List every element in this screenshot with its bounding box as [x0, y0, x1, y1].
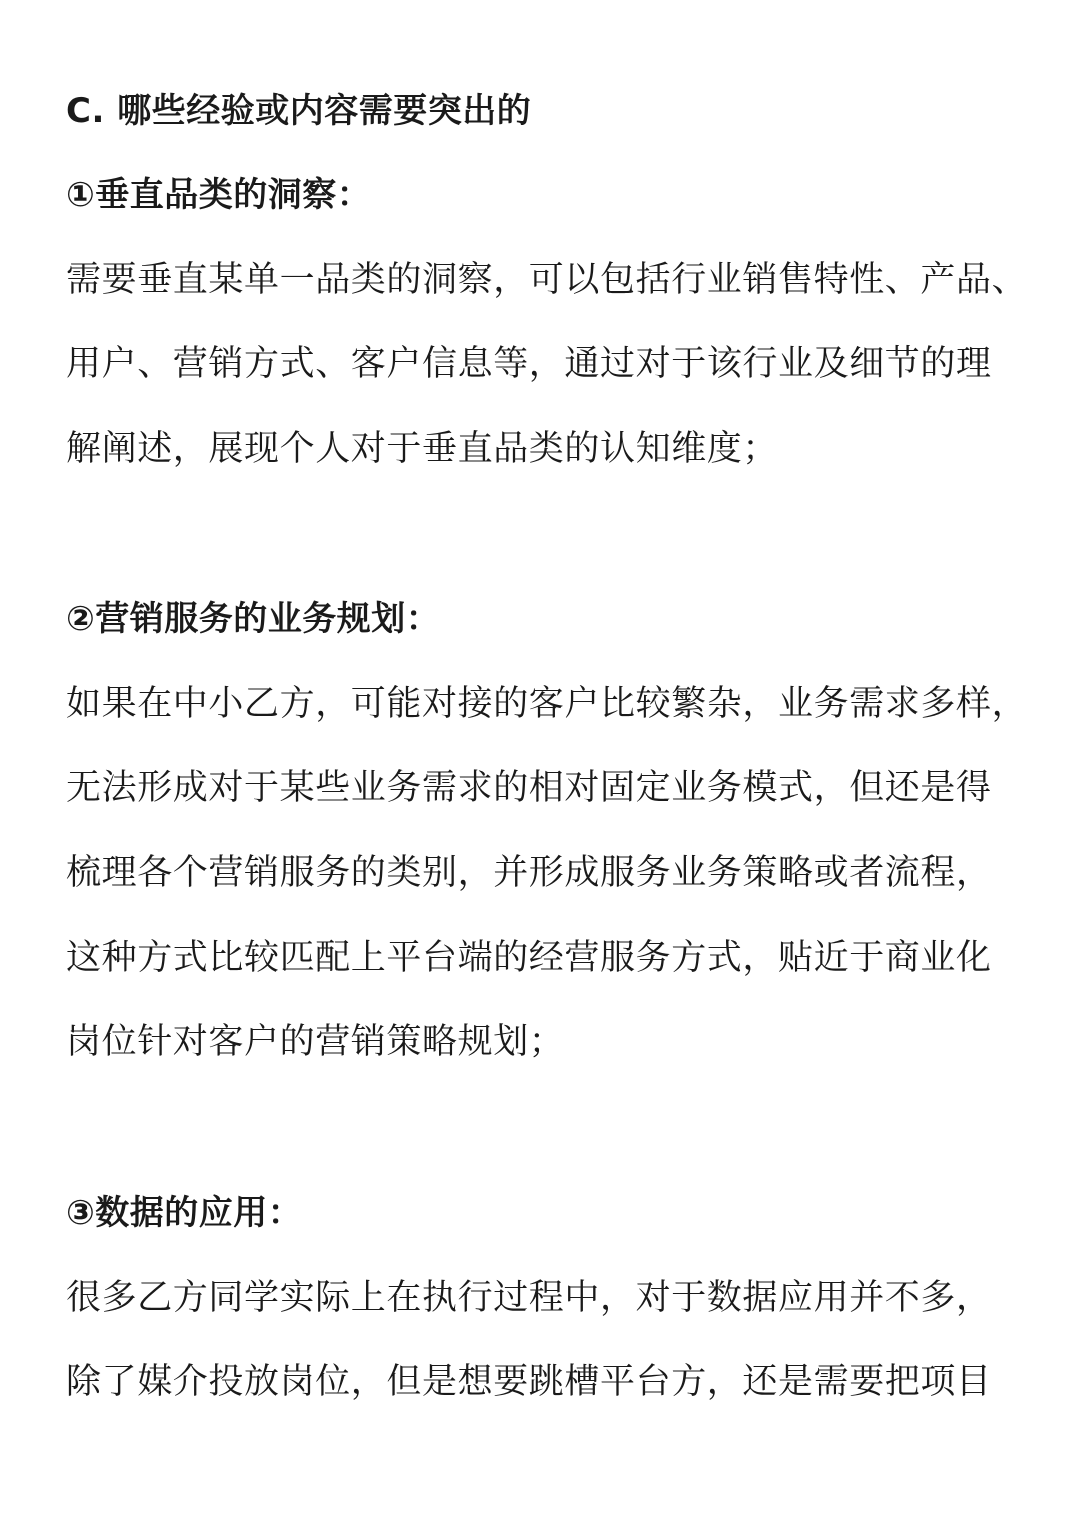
section-heading-vertical-insight: ①垂直品类的洞察：	[66, 175, 372, 215]
paragraph-line: 解阐述，展现个人对于垂直品类的认知维度；	[66, 429, 779, 469]
section-heading-marketing-planning: ②营销服务的业务规划：	[66, 599, 441, 639]
paragraph-line: 需要垂直某单一品类的洞察，可以包括行业销售特性、产品、	[66, 260, 1028, 300]
paragraph-line: 无法形成对于某些业务需求的相对固定业务模式，但还是得	[66, 768, 992, 808]
paragraph-line: 岗位针对客户的营销策略规划；	[66, 1022, 565, 1062]
paragraph-line: 除了媒介投放岗位，但是想要跳槽平台方，还是需要把项目	[66, 1362, 992, 1402]
paragraph-line: 这种方式比较匹配上平台端的经营服务方式，贴近于商业化	[66, 938, 992, 978]
paragraph-line: 用户、营销方式、客户信息等，通过对于该行业及细节的理	[66, 344, 992, 384]
document-title: C. 哪些经验或内容需要突出的	[66, 91, 532, 131]
section-heading-data-application: ③数据的应用：	[66, 1193, 303, 1233]
paragraph-line: 很多乙方同学实际上在执行过程中，对于数据应用并不多，	[66, 1278, 992, 1318]
paragraph-line: 如果在中小乙方，可能对接的客户比较繁杂，业务需求多样，	[66, 684, 1028, 724]
paragraph-line: 梳理各个营销服务的类别，并形成服务业务策略或者流程，	[66, 853, 992, 893]
